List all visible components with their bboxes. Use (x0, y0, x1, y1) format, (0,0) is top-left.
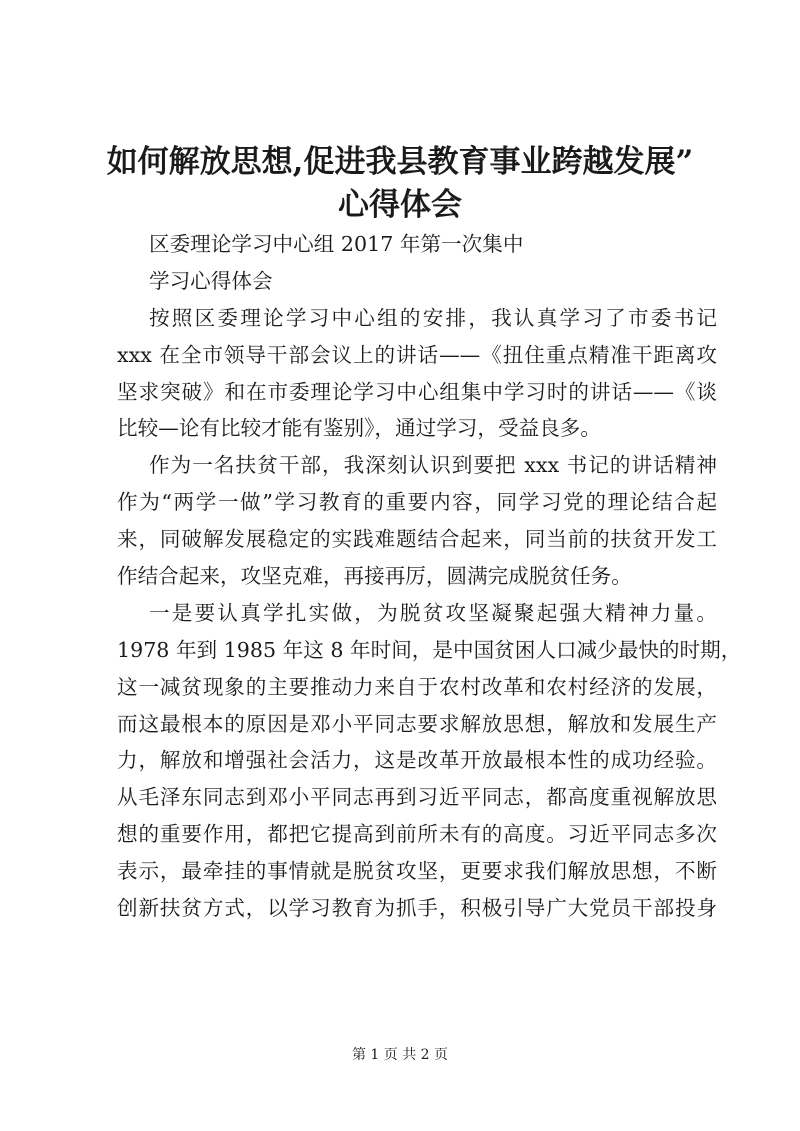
paragraph-line: 想的重要作用，都把它提高到前所未有的高度。习近平同志多次 (117, 822, 717, 847)
paragraph-line: xxx 在全市领导干部会议上的讲话——《扭住重点精准干距离攻 (117, 342, 717, 367)
page-number-footer: 第 1 页 共 2 页 (351, 1047, 449, 1063)
paragraph-line: 1978 年到 1985 年这 8 年时间，是中国贫困人口减少最快的时期， (117, 637, 742, 662)
paragraph-line: 从毛泽东同志到邓小平同志再到习近平同志，都高度重视解放思 (117, 785, 717, 810)
document-body (117, 226, 742, 927)
document-title-line-2: 心得体会 (338, 187, 462, 223)
paragraph-line: 作为“两学一做”学习教育的重要内容，同学习党的理论结合起 (117, 490, 717, 515)
paragraph-line: 作为一名扶贫干部，我深刻认识到要把 xxx 书记的讲话精神 (149, 453, 717, 478)
paragraph-line: 作结合起来，攻坚克难，再接再厉，圆满完成脱贫任务。 (117, 564, 632, 589)
paragraph-line: 按照区委理论学习中心组的安排，我认真学习了市委书记 (149, 305, 717, 330)
paragraph-line: 创新扶贫方式，以学习教育为抓手，积极引导广大党员干部投身 (117, 896, 717, 921)
paragraph-line: 来，同破解发展稳定的实践难题结合起来，同当前的扶贫开发工 (117, 527, 717, 552)
paragraph-line: 表示，最牵挂的事情就是脱贫攻坚，更要求我们解放思想，不断 (117, 859, 717, 884)
document-title-line-1: 如何解放思想,促进我县教育事业跨越发展” (106, 144, 694, 180)
paragraph-line: 而这最根本的原因是邓小平同志要求解放思想，解放和发展生产 (117, 711, 717, 736)
paragraph-line: 一是要认真学扎实做，为脱贫攻坚凝聚起强大精神力量。 (149, 600, 717, 625)
subtitle-line: 学习心得体会 (149, 268, 273, 293)
paragraph-line: 力，解放和增强社会活力，这是改革开放最根本性的成功经验。 (117, 748, 717, 773)
subtitle-line: 区委理论学习中心组 2017 年第一次集中 (149, 232, 524, 256)
paragraph-line: 坚求突破》和在市委理论学习中心组集中学习时的讲话——《谈 (117, 379, 717, 404)
paragraph-line: 这一减贫现象的主要推动力来自于农村改革和农村经济的发展， (117, 674, 717, 699)
paragraph-line: 比较—论有比较才能有鉴别》，通过学习，受益良多。 (117, 416, 601, 441)
